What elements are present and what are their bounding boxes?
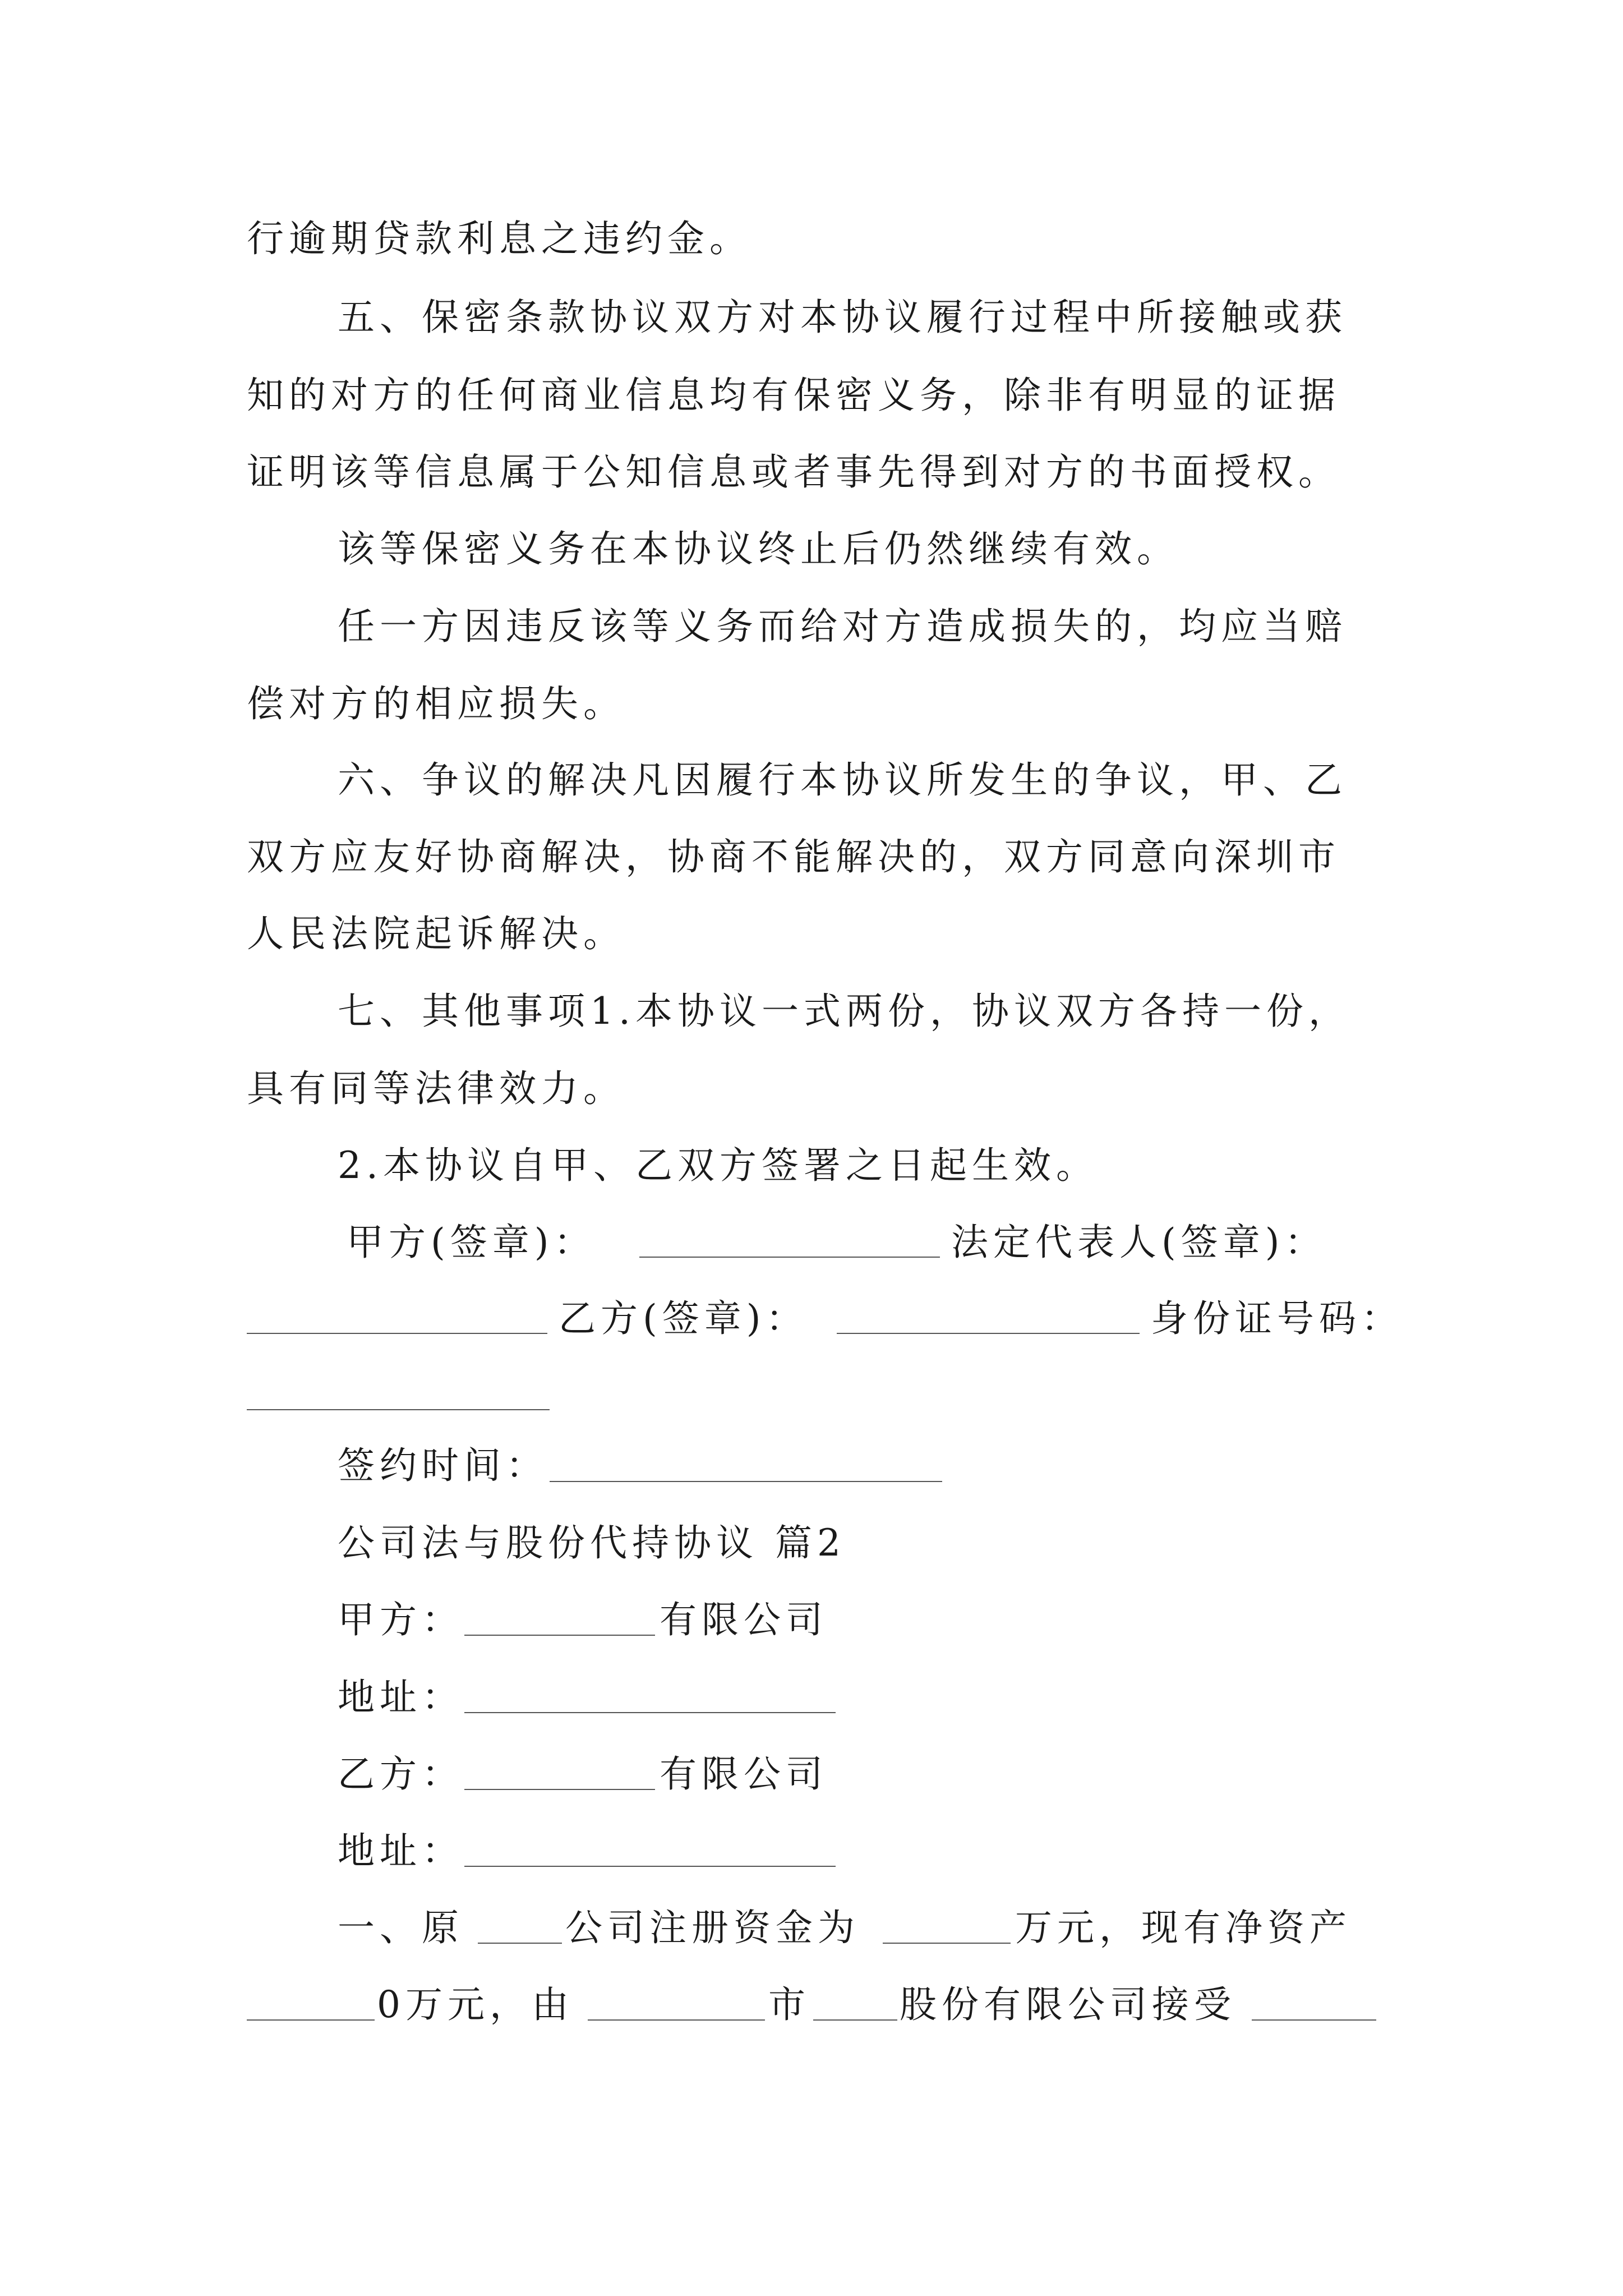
paragraph-line: 行逾期贷款利息之违约金。 — [247, 217, 751, 260]
clause1-part-b: 公司注册资金为 — [565, 1906, 860, 1949]
party-a-label: 甲方： — [338, 1598, 464, 1641]
clause1-blank-3 — [247, 2019, 375, 2021]
clause1-part-d: 0万元，由 — [377, 1983, 574, 2026]
sign-time-label: 签约时间： — [338, 1444, 548, 1487]
clause1-blank-1 — [478, 1943, 562, 1944]
paragraph-line: 证明该等信息属于公知信息或者事先得到对方的书面授权。 — [247, 450, 1340, 494]
address-b-blank — [464, 1866, 836, 1867]
clause1-blank-4 — [588, 2019, 765, 2021]
legal-rep-signature-blank — [247, 1333, 547, 1334]
address-a-blank — [464, 1712, 836, 1713]
party-a-name-blank — [464, 1635, 655, 1636]
party-a-suffix: 有限公司 — [660, 1598, 828, 1641]
party-b-label: 乙方： — [338, 1752, 464, 1796]
paragraph-line: 六、争议的解决凡因履行本协议所发生的争议，甲、乙 — [338, 758, 1347, 802]
party-b-suffix: 有限公司 — [660, 1752, 828, 1796]
paragraph-line: 偿对方的相应损失。 — [247, 682, 625, 725]
clause1-part-e: 市 — [768, 1983, 810, 2026]
clause1-blank-6 — [1252, 2019, 1376, 2021]
paragraph-line: 2.本协议自甲、乙双方签署之日起生效。 — [338, 1144, 1098, 1187]
paragraph-line: 知的对方的任何商业信息均有保密义务，除非有明显的证据 — [247, 374, 1340, 417]
paragraph-line: 该等保密义务在本协议终止后仍然继续有效。 — [338, 527, 1179, 570]
party-a-signature-blank — [639, 1257, 940, 1258]
section-title: 公司法与股份代持协议 篇2 — [338, 1521, 846, 1565]
paragraph-line: 具有同等法律效力。 — [247, 1067, 625, 1110]
clause1-part-f: 股份有限公司接受 — [900, 1983, 1236, 2026]
paragraph-line: 双方应友好协商解决，协商不能解决的，双方同意向深圳市 — [247, 835, 1340, 878]
sign-time-blank — [550, 1481, 942, 1482]
clause1-part-a: 一、原 — [338, 1906, 464, 1949]
address-a-label: 地址： — [338, 1676, 464, 1719]
legal-rep-signature-label: 法定代表人(签章)： — [951, 1221, 1327, 1264]
id-number-blank — [247, 1409, 550, 1410]
paragraph-line: 五、保密条款协议双方对本协议履行过程中所接触或获 — [338, 296, 1347, 339]
party-b-name-blank — [464, 1789, 655, 1790]
address-b-label: 地址： — [338, 1829, 464, 1872]
clause1-part-c: 万元，现有净资产 — [1015, 1906, 1352, 1949]
paragraph-line: 人民法院起诉解决。 — [247, 912, 625, 955]
clause1-blank-2 — [883, 1943, 1011, 1944]
paragraph-line: 七、其他事项1.本协议一式两份，协议双方各持一份， — [338, 990, 1350, 1033]
party-b-signature-label: 乙方(签章)： — [559, 1297, 808, 1340]
id-number-label: 身份证号码： — [1151, 1297, 1403, 1340]
paragraph-line: 任一方因违反该等义务而给对方造成损失的，均应当赔 — [338, 605, 1347, 648]
party-a-signature-label: 甲方(签章)： — [347, 1221, 596, 1264]
clause1-blank-5 — [813, 2019, 897, 2021]
party-b-signature-blank — [837, 1333, 1140, 1334]
